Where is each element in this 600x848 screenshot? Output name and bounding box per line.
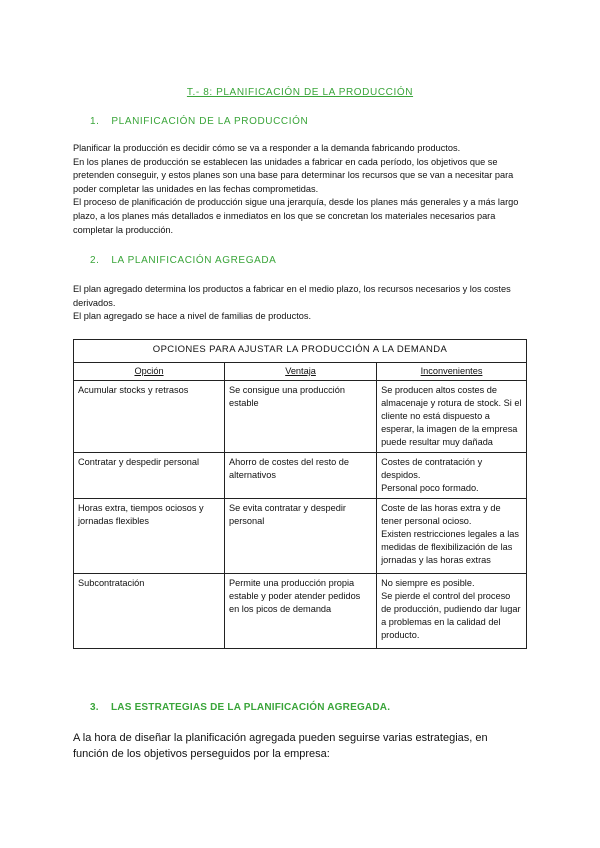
section-3-heading bbox=[90, 702, 390, 713]
section-3-number: 3. bbox=[90, 702, 99, 713]
cell-advantage: Se evita contratar y despedir personal bbox=[225, 499, 377, 574]
table-row bbox=[74, 381, 527, 453]
section-1-line-2: En los planes de producción se establecen las unidades a fabricar en cada período, los objetivos que se pretenden conseguir, y estos planes son una base para determinar los recursos que se van a necesitar para poder completar las unidades en las fechas comprometidas. bbox=[73, 156, 514, 194]
cell-option: Contratar y despedir personal bbox=[74, 453, 225, 499]
section-1-title: PLANIFICACIÓN DE LA PRODUCCIÓN bbox=[111, 116, 309, 127]
cell-advantage: Ahorro de costes del resto de alternativos bbox=[225, 453, 377, 499]
cell-option: Subcontratación bbox=[74, 574, 225, 649]
table-row bbox=[74, 453, 527, 499]
section-1-paragraph bbox=[73, 142, 533, 237]
cell-drawbacks: Coste de las horas extra y de tener personal ocioso. Existen restricciones legales a las medidas de flexibilización de las jornadas y las horas extras bbox=[377, 499, 527, 574]
section-3-title: LAS ESTRATEGIAS DE LA PLANIFICACIÓN AGREGADA. bbox=[110, 702, 391, 713]
cell-option: Horas extra, tiempos ociosos y jornadas flexibles bbox=[74, 499, 225, 574]
document-title: T.- 8: PLANIFICACIÓN DE LA PRODUCCIÓN bbox=[186, 87, 414, 98]
table-row bbox=[74, 574, 527, 649]
header-advantage: Ventaja bbox=[225, 363, 377, 381]
table-row bbox=[74, 499, 527, 574]
section-2-paragraph bbox=[73, 283, 533, 324]
header-drawbacks: Inconvenientes bbox=[377, 363, 527, 381]
section-3-paragraph: A la hora de diseñar la planificación agregada pueden seguirse varias estrategias, en función de los objetivos perseguidos por la empresa: bbox=[73, 732, 488, 760]
section-2-heading bbox=[90, 255, 276, 266]
table-title: OPCIONES PARA AJUSTAR LA PRODUCCIÓN A LA DEMANDA bbox=[74, 340, 527, 363]
section-1-number: 1. bbox=[90, 116, 100, 127]
cell-drawbacks: No siempre es posible. Se pierde el control del proceso de producción, pudiendo dar lugar a problemas en la calidad del producto. bbox=[377, 574, 527, 649]
cell-drawbacks: Se producen altos costes de almacenaje y rotura de stock. Si el cliente no está dispuesto a esperar, la imagen de la empresa puede resultar muy dañada bbox=[377, 381, 527, 453]
section-2-number: 2. bbox=[90, 255, 100, 266]
section-1-line-3: El proceso de planificación de producción sigue una jerarquía, desde los planes más generales y a más largo plazo, a los planes más detallados e inmediatos en los que se concretan los materiales necesarios para completar la producción. bbox=[73, 197, 519, 235]
section-1-heading bbox=[90, 116, 308, 127]
cell-drawbacks: Costes de contratación y despidos. Personal poco formado. bbox=[377, 453, 527, 499]
cell-advantage: Permite una producción propia estable y poder atender pedidos en los picos de demanda bbox=[225, 574, 377, 649]
options-table bbox=[73, 339, 527, 649]
cell-advantage: Se consigue una producción estable bbox=[225, 381, 377, 453]
section-2-title: LA PLANIFICACIÓN AGREGADA bbox=[111, 255, 277, 266]
section-2-line-2: El plan agregado se hace a nivel de familias de productos. bbox=[73, 311, 312, 322]
header-option: Opción bbox=[74, 363, 225, 381]
cell-option: Acumular stocks y retrasos bbox=[74, 381, 225, 453]
section-2-line-1: El plan agregado determina los productos a fabricar en el medio plazo, los recursos necesarios y los costes derivados. bbox=[73, 284, 511, 308]
section-1-line-1: Planificar la producción es decidir cómo se va a responder a la demanda fabricando productos. bbox=[73, 143, 461, 153]
